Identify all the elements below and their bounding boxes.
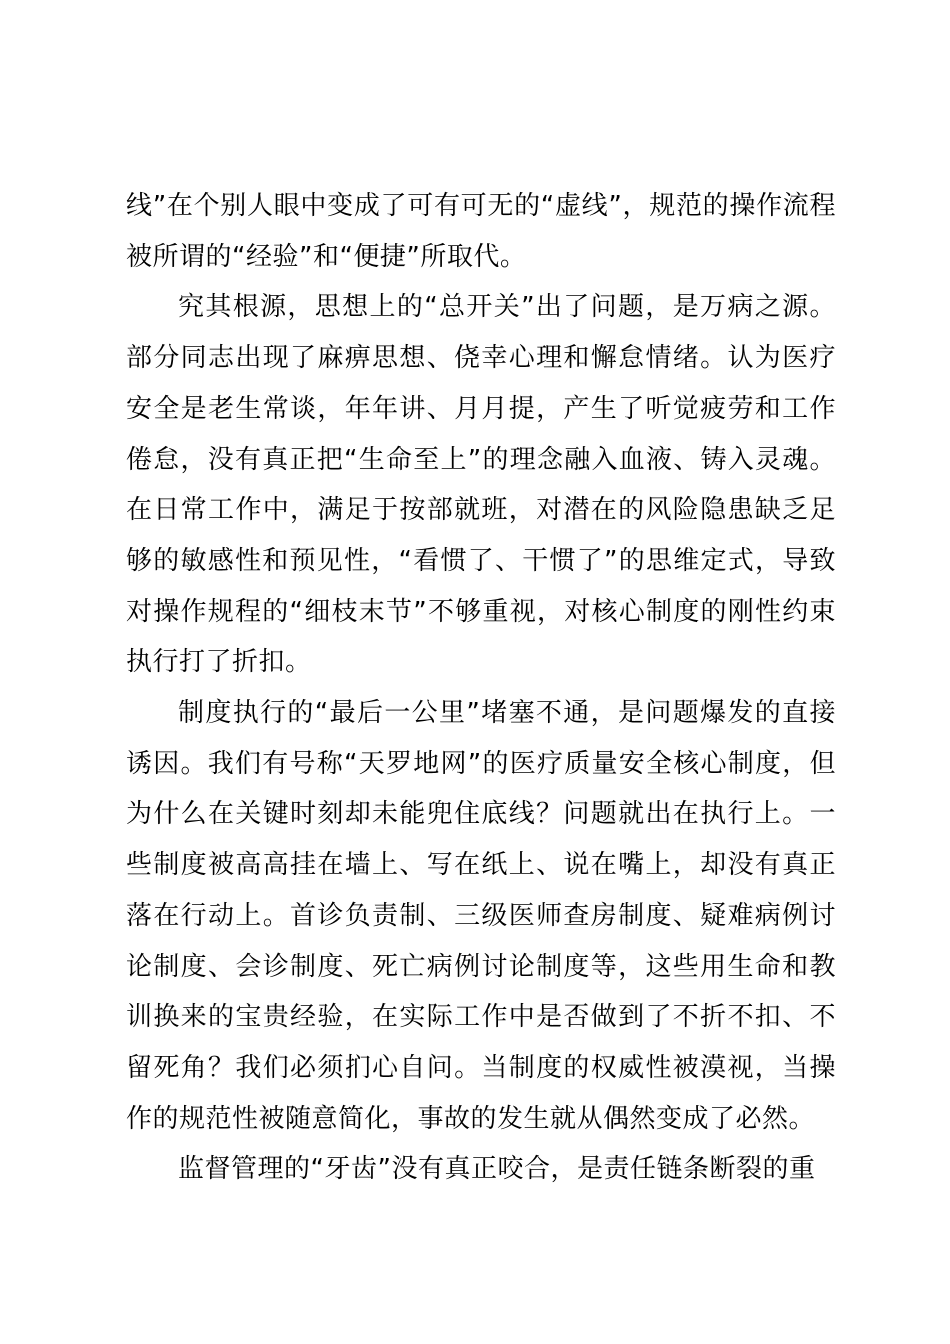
document-body [126, 181, 836, 1195]
paragraph-4: 监督管理的“牙齿”没有真正咬合，是责任链条断裂的重 [178, 1154, 816, 1185]
paragraph-1: 线”在个别人眼中变成了可有可无的“虚线”，规范的操作流程被所谓的“经验”和“便捷”所取代。 [126, 191, 836, 272]
paragraph-3: 制度执行的“最后一公里”堵塞不通，是问题爆发的直接诱因。我们有号称“天罗地网”的医疗质量安全核心制度，但为什么在关键时刻却未能兜住底线？问题就出在执行上。一些制度被高高挂在墙上、写在纸上、说在嘴上，却没有真正落在行动上。首诊负责制、三级医师查房制度、疑难病例讨论制度、会诊制度、死亡病例讨论制度等，这些用生命和教训换来的宝贵经验，在实际工作中是否做到了不折不扣、不留死角？我们必须扪心自问。当制度的权威性被漠视，当操作的规范性被随意简化，事故的发生就从偶然变成了必然。 [126, 698, 836, 1134]
paragraph-2: 究其根源，思想上的“总开关”出了问题，是万病之源。部分同志出现了麻痹思想、侥幸心理和懈怠情绪。认为医疗安全是老生常谈，年年讲、月月提，产生了听觉疲劳和工作倦怠，没有真正把“生命至上”的理念融入血液、铸入灵魂。在日常工作中，满足于按部就班，对潜在的风险隐患缺乏足够的敏感性和预见性，“看惯了、干惯了”的思维定式，导致对操作规程的“细枝末节”不够重视，对核心制度的刚性约束执行打了折扣。 [126, 292, 836, 678]
